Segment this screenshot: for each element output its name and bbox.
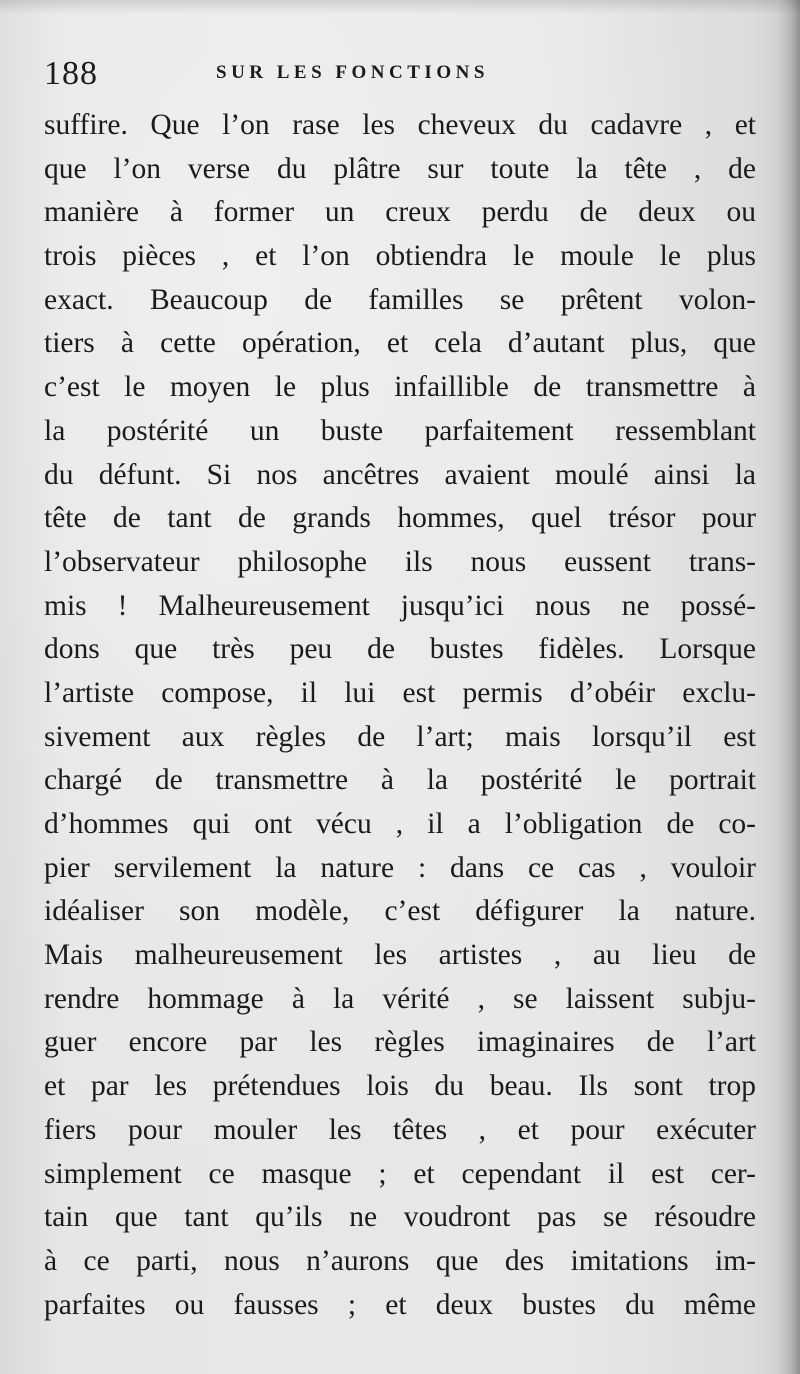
page-number: 188 (44, 55, 98, 92)
text-line: tête de tant de grands hommes, quel trésor pour (44, 502, 756, 535)
text-line: fiers pour mouler les têtes , et pour exécuter (44, 1113, 756, 1146)
body-text (44, 104, 756, 1327)
running-title: SUR LES FONCTIONS (216, 62, 489, 83)
text-line: trois pièces , et l’on obtiendra le moule le plus (44, 240, 756, 273)
text-line: la postérité un buste parfaitement ressemblant (44, 414, 756, 447)
text-line: d’hommes qui ont vécu , il a l’obligation de co- (44, 808, 756, 840)
text-line: pier servilement la nature : dans ce cas , vouloir (44, 851, 756, 884)
text-line: que l’on verse du plâtre sur toute la tête , de (44, 152, 756, 185)
text-line: tiers à cette opération, et cela d’autant plus, que (44, 327, 756, 360)
text-line: et par les prétendues lois du beau. Ils sont trop (44, 1070, 756, 1103)
text-line: exact. Beaucoup de familles se prêtent volon- (44, 283, 756, 316)
page-top-shadow (0, 0, 800, 14)
text-line: du défunt. Si nos ancêtres avaient moulé ainsi la (44, 458, 756, 491)
text-line: mis ! Malheureusement jusqu’ici nous ne possé- (44, 589, 756, 622)
text-line: manière à former un creux perdu de deux ou (44, 196, 756, 229)
text-line: sivement aux règles de l’art; mais lorsqu’il est (44, 720, 756, 753)
text-line: à ce parti, nous n’aurons que des imitations im- (44, 1244, 756, 1277)
text-line: guer encore par les règles imaginaires de l’art (44, 1026, 756, 1059)
text-line: tain que tant qu’ils ne voudront pas se résoudre (44, 1201, 756, 1234)
text-line: idéaliser son modèle, c’est défigurer la nature. (44, 895, 756, 928)
text-line: Mais malheureusement les artistes , au lieu de (44, 939, 756, 972)
text-line: chargé de transmettre à la postérité le portrait (44, 764, 756, 797)
text-line: l’artiste compose, il lui est permis d’obéir exclu- (44, 676, 756, 709)
text-line: parfaites ou fausses ; et deux bustes du même (44, 1288, 756, 1321)
page-edge-shadow (778, 0, 800, 1374)
text-line: simplement ce masque ; et cependant il est cer- (44, 1157, 756, 1190)
text-line: l’observateur philosophe ils nous eussent trans- (44, 545, 756, 578)
text-line: rendre hommage à la vérité , se laissent subju- (44, 982, 756, 1015)
running-head (44, 52, 764, 96)
text-line: suffire. Que l’on rase les cheveux du cadavre , et (44, 109, 756, 141)
text-line: c’est le moyen le plus infaillible de transmettre à (44, 371, 756, 404)
text-line: dons que très peu de bustes fidèles. Lorsque (44, 633, 756, 666)
